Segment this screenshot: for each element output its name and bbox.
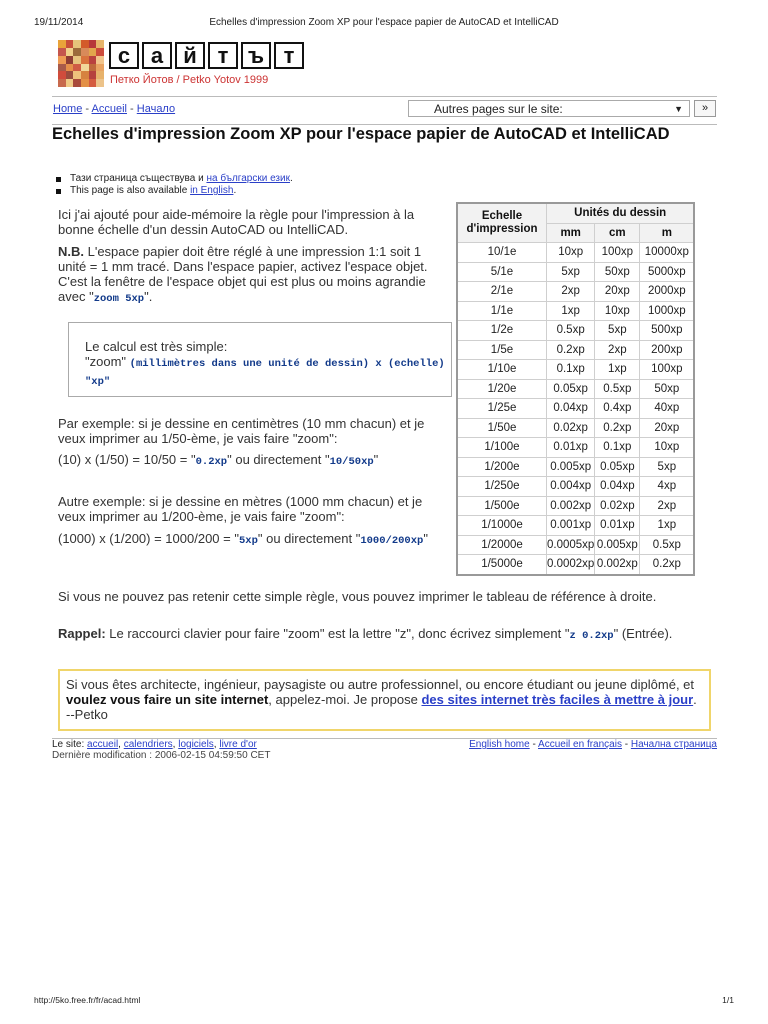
mosaic-tile (58, 48, 66, 56)
table-cell-m: 10xp (640, 438, 695, 458)
mosaic-tile (66, 56, 74, 64)
calc-text: " ou directement " (257, 531, 361, 546)
footer-link-francais[interactable]: Accueil en français (538, 739, 622, 750)
list-item (56, 185, 293, 197)
site-logo[interactable] (109, 42, 304, 69)
table-row (457, 555, 694, 575)
table-cell-mm: 0.02xp (547, 418, 595, 438)
table-cell-mm: 0.002xp (547, 496, 595, 516)
page-footer (52, 738, 717, 761)
notice-text: Si vous êtes architecte, ingénieur, paysagiste ou autre professionnel, ou encore étudiant ou jeune diplômé, et (66, 677, 695, 692)
table-cell-m: 1xp (640, 516, 695, 536)
table-cell-scale: 1/250e (457, 477, 547, 497)
code-snippet: z 0.2xp (569, 630, 614, 642)
mosaic-tile (96, 64, 104, 72)
mosaic-tile (81, 71, 89, 79)
example1-calc (58, 452, 450, 470)
table-cell-m: 20xp (640, 418, 695, 438)
formula-intro: Le calcul est très simple: (85, 339, 228, 354)
table-cell-m: 0.5xp (640, 535, 695, 555)
mosaic-tile (73, 64, 81, 72)
table-row (457, 457, 694, 477)
mosaic-tile (89, 64, 97, 72)
remember-paragraph: Si vous ne pouvez pas retenir cette simple règle, vous pouvez imprimer le tableau de référence à droite. (58, 589, 657, 604)
mosaic-tile (81, 40, 89, 48)
table-cell-mm: 0.005xp (547, 457, 595, 477)
print-title: Echelles d'impression Zoom XP pour l'espace papier de AutoCAD et IntelliCAD (209, 17, 559, 28)
table-cell-m: 2xp (640, 496, 695, 516)
footer-link-bulgarian[interactable]: Начална страница (630, 739, 717, 750)
footer-link-livre-dor[interactable]: livre d'or (219, 739, 257, 750)
list-item (56, 173, 293, 185)
mosaic-tile (58, 40, 66, 48)
mosaic-tile (66, 79, 74, 87)
table-cell-cm: 0.2xp (595, 418, 640, 438)
bullet-icon (56, 189, 61, 194)
logo-letter: й (175, 42, 205, 69)
table-cell-cm: 0.05xp (595, 457, 640, 477)
mosaic-tile (89, 79, 97, 87)
site-select-value: Autres pages sur le site: (434, 102, 563, 116)
site-pages-select[interactable] (408, 100, 690, 117)
mosaic-tile (58, 56, 66, 64)
mosaic-tile (89, 56, 97, 64)
table-row (457, 321, 694, 341)
table-cell-scale: 1/50e (457, 418, 547, 438)
table-cell-cm: 0.5xp (595, 379, 640, 399)
table-cell-cm: 50xp (595, 262, 640, 282)
table-cell-cm: 0.005xp (595, 535, 640, 555)
mosaic-tile (89, 40, 97, 48)
print-date: 19/11/2014 (34, 17, 84, 28)
table-cell-scale: 1/1e (457, 301, 547, 321)
table-cell-cm: 0.002xp (595, 555, 640, 575)
table-cell-mm: 1xp (547, 301, 595, 321)
table-cell-scale: 1/1000e (457, 516, 547, 536)
english-link[interactable]: in English (190, 185, 234, 196)
mosaic-tile (58, 64, 66, 72)
dropdown-arrow-icon: ▼ (674, 104, 683, 114)
table-cell-mm: 2xp (547, 282, 595, 302)
code-snippet: 5xp (238, 535, 258, 547)
table-row (457, 496, 694, 516)
table-header-units: Unités du dessin (547, 203, 695, 223)
breadcrumb-accueil[interactable]: Accueil (91, 103, 127, 115)
table-row (457, 379, 694, 399)
table-cell-scale: 2/1e (457, 282, 547, 302)
table-row (457, 301, 694, 321)
page-title: Echelles d'impression Zoom XP pour l'espace papier de AutoCAD et IntelliCAD (52, 125, 670, 143)
table-cell-mm: 0.001xp (547, 516, 595, 536)
table-cell-scale: 1/2e (457, 321, 547, 341)
notice-text: , appelez-moi. Je propose (268, 692, 422, 707)
code-snippet: 1000/200xp (360, 535, 424, 547)
table-cell-scale: 5/1e (457, 262, 547, 282)
mosaic-tile (96, 71, 104, 79)
table-row (457, 399, 694, 419)
rappel-paragraph (58, 626, 708, 644)
table-cell-m: 500xp (640, 321, 695, 341)
mosaic-tile (73, 40, 81, 48)
footer-link-accueil[interactable]: accueil (87, 739, 119, 750)
table-cell-m: 50xp (640, 379, 695, 399)
table-cell-scale: 1/500e (457, 496, 547, 516)
table-cell-scale: 10/1e (457, 243, 547, 263)
go-button[interactable]: » (694, 100, 716, 117)
table-cell-scale: 1/100e (457, 438, 547, 458)
table-cell-m: 5000xp (640, 262, 695, 282)
lang-text: Тази страница съществува и (70, 173, 207, 184)
table-cell-cm: 1xp (595, 360, 640, 380)
breadcrumb (53, 103, 175, 115)
table-header-cm: cm (595, 223, 640, 243)
table-cell-m: 0.2xp (640, 555, 695, 575)
table-cell-m: 4xp (640, 477, 695, 497)
mosaic-tile (58, 79, 66, 87)
footer-link-english[interactable]: English home (469, 739, 530, 750)
table-row (457, 438, 694, 458)
table-header-m: m (640, 223, 695, 243)
notice-text: . --Petko (66, 692, 697, 722)
notice-bold: voulez vous faire un site internet (66, 692, 269, 707)
table-cell-scale: 1/5000e (457, 555, 547, 575)
lang-text: . (289, 173, 293, 184)
mosaic-tile (81, 48, 89, 56)
mosaic-tile (73, 56, 81, 64)
table-row (457, 516, 694, 536)
formula-code: (millimètres dans une unité de dessin) x (echelle) "xp" (85, 358, 445, 388)
promo-link[interactable]: des sites internet très faciles à mettre à jour (421, 692, 694, 707)
mosaic-tile (96, 56, 104, 64)
code-snippet: zoom 5xp (93, 293, 145, 305)
calc-text: " (423, 531, 428, 546)
rappel-text: " (Entrée). (613, 626, 673, 641)
nb-text: ". (144, 289, 153, 304)
nb-label: N.B. (58, 244, 84, 259)
scale-reference-table (456, 202, 695, 576)
example2-paragraph: Autre exemple: si je dessine en mètres (1000 mm chacun) et je veux imprimer au 1/200-ème, je vais faire "zoom": (58, 494, 423, 524)
footer-link-calendriers[interactable]: calendriers (123, 739, 173, 750)
calc-text: (10) x (1/50) = 10/50 = " (58, 452, 196, 467)
intro-paragraph: Ici j'ai ajouté pour aide-mémoire la règle pour l'impression à la bonne échelle d'un dessin AutoCAD ou IntelliCAD. (58, 207, 415, 237)
mosaic-tile (81, 64, 89, 72)
mosaic-tile (73, 48, 81, 56)
table-cell-cm: 2xp (595, 340, 640, 360)
mosaic-tile (73, 79, 81, 87)
table-cell-mm: 0.1xp (547, 360, 595, 380)
table-cell-m: 200xp (640, 340, 695, 360)
mosaic-tile (89, 71, 97, 79)
table-cell-mm: 0.04xp (547, 399, 595, 419)
table-cell-cm: 0.4xp (595, 399, 640, 419)
print-url: http://5ko.free.fr/fr/acad.html (34, 995, 141, 1005)
table-row (457, 535, 694, 555)
table-header-mm: mm (547, 223, 595, 243)
breadcrumb-separator: - (82, 103, 92, 115)
language-list (56, 173, 293, 197)
table-cell-m: 2000xp (640, 282, 695, 302)
nb-text: L'espace papier doit être réglé à une impression 1:1 soit 1 unité = 1 mm tracé. Dans l'espace papier, activez l'espace objet. C'est la fenêtre de l'espace objet qui est plus ou moins agrandie avec " (58, 244, 428, 304)
bulgarian-link[interactable]: на български език (206, 173, 290, 184)
mosaic-tile (96, 79, 104, 87)
table-cell-scale: 1/200e (457, 457, 547, 477)
example1-paragraph: Par exemple: si je dessine en centimètres (10 mm chacun) et je veux imprimer au 1/50-ème, je vais faire "zoom": (58, 416, 425, 446)
promo-notice (58, 669, 711, 731)
bullet-icon (56, 177, 61, 182)
lang-text: . (233, 185, 237, 196)
table-row (457, 418, 694, 438)
mosaic-tile (81, 56, 89, 64)
formula-zoom: "zoom" (85, 354, 130, 369)
table-cell-cm: 0.1xp (595, 438, 640, 458)
example2-calc (58, 531, 450, 549)
table-cell-mm: 0.05xp (547, 379, 595, 399)
table-cell-mm: 0.0005xp (547, 535, 595, 555)
table-cell-mm: 10xp (547, 243, 595, 263)
print-page-number: 1/1 (722, 995, 734, 1005)
mosaic-tile (66, 64, 74, 72)
table-row (457, 477, 694, 497)
table-cell-m: 100xp (640, 360, 695, 380)
mosaic-tile (89, 48, 97, 56)
footer-language-links: English home - Accueil en français - Начална страница (469, 739, 717, 750)
table-cell-m: 1000xp (640, 301, 695, 321)
breadcrumb-separator: - (126, 103, 137, 115)
table-cell-mm: 0.2xp (547, 340, 595, 360)
logo-letter: т (274, 42, 304, 69)
calc-text: " ou directement " (227, 452, 330, 467)
table-cell-m: 10000xp (640, 243, 695, 263)
mosaic-tile (96, 48, 104, 56)
table-cell-m: 5xp (640, 457, 695, 477)
mosaic-tile (73, 71, 81, 79)
table-row (457, 262, 694, 282)
navigation-bar (52, 96, 717, 125)
table-cell-scale: 1/2000e (457, 535, 547, 555)
table-cell-mm: 5xp (547, 262, 595, 282)
table-cell-cm: 0.02xp (595, 496, 640, 516)
nb-paragraph (58, 244, 450, 307)
table-cell-cm: 100xp (595, 243, 640, 263)
table-cell-cm: 0.04xp (595, 477, 640, 497)
table-cell-mm: 0.01xp (547, 438, 595, 458)
table-cell-cm: 10xp (595, 301, 640, 321)
table-cell-scale: 1/10e (457, 360, 547, 380)
mosaic-tile (66, 71, 74, 79)
footer-site-links: Le site: accueil, calendriers, logiciels, livre d'or (52, 739, 257, 750)
table-cell-cm: 5xp (595, 321, 640, 341)
code-snippet: 0.2xp (195, 456, 228, 468)
table-cell-m: 40xp (640, 399, 695, 419)
table-cell-mm: 0.5xp (547, 321, 595, 341)
mosaic-tile (66, 48, 74, 56)
table-row (457, 360, 694, 380)
table-cell-scale: 1/5e (457, 340, 547, 360)
table-cell-scale: 1/20e (457, 379, 547, 399)
rappel-text: Le raccourci clavier pour faire "zoom" est la lettre "z", donc écrivez simplement " (105, 626, 570, 641)
mosaic-tile (81, 79, 89, 87)
code-snippet: 10/50xp (329, 456, 374, 468)
calc-text: " (373, 452, 379, 467)
breadcrumb-nachalo[interactable]: Начало (136, 103, 176, 115)
table-cell-mm: 0.0002xp (547, 555, 595, 575)
calc-text: (1000) x (1/200) = 1000/200 = " (58, 531, 239, 546)
mosaic-tile (58, 71, 66, 79)
mosaic-tile (66, 40, 74, 48)
logo-letter: а (142, 42, 172, 69)
last-modified: Dernière modification : 2006-02-15 04:59:50 CET (52, 750, 271, 761)
logo-letter: ъ (241, 42, 271, 69)
mosaic-tile (96, 40, 104, 48)
logo-letter: т (208, 42, 238, 69)
table-row (457, 340, 694, 360)
lang-text: This page is also available (70, 185, 191, 196)
table-cell-cm: 0.01xp (595, 516, 640, 536)
formula-box (68, 322, 452, 397)
table-cell-mm: 0.004xp (547, 477, 595, 497)
footer-label: Le site: (52, 739, 88, 750)
logo-subtitle: Петко Йотов / Petko Yotov 1999 (110, 74, 269, 86)
table-cell-scale: 1/25e (457, 399, 547, 419)
table-row (457, 282, 694, 302)
table-header-scale: Echelle d'impression (457, 203, 547, 243)
table-row (457, 243, 694, 263)
logo-mosaic (58, 40, 104, 87)
breadcrumb-home[interactable]: Home (53, 103, 83, 115)
table-cell-cm: 20xp (595, 282, 640, 302)
rappel-label: Rappel: (58, 626, 106, 641)
logo-letter: с (109, 42, 139, 69)
footer-link-logiciels[interactable]: logiciels (178, 739, 214, 750)
